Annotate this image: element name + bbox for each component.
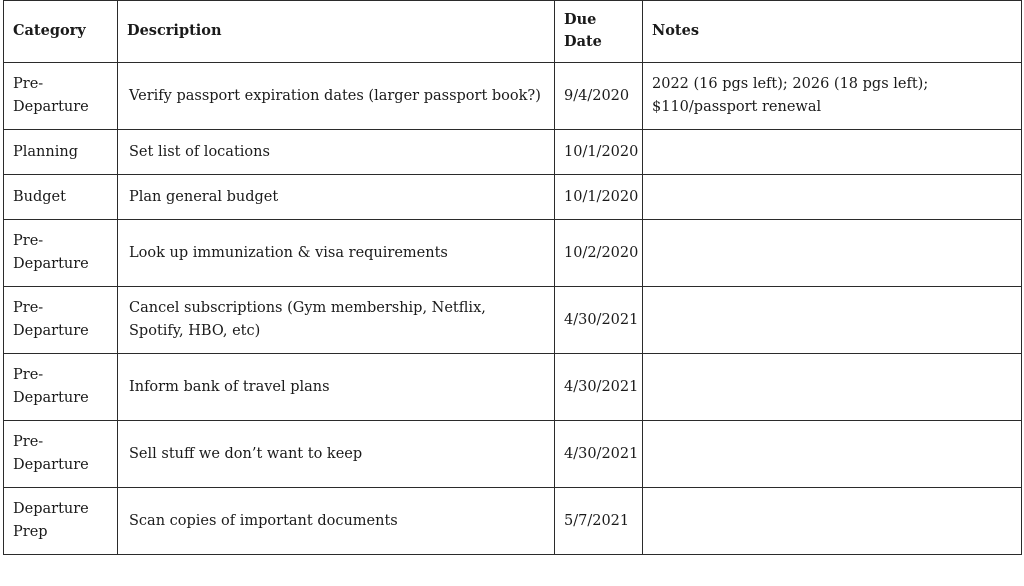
cell-category[interactable]: Pre-Departure bbox=[4, 286, 118, 353]
cell-notes[interactable] bbox=[643, 219, 1022, 286]
cell-category[interactable]: Pre-Departure bbox=[4, 420, 118, 487]
cell-category[interactable]: Pre-Departure bbox=[4, 62, 118, 129]
cell-due-date[interactable]: 10/1/2020 bbox=[555, 129, 643, 174]
cell-notes[interactable] bbox=[643, 286, 1022, 353]
cell-due-date[interactable]: 4/30/2021 bbox=[555, 286, 643, 353]
cell-category[interactable]: Budget bbox=[4, 174, 118, 219]
cell-notes[interactable] bbox=[643, 420, 1022, 487]
cell-due-date[interactable]: 5/7/2021 bbox=[555, 487, 643, 554]
cell-notes[interactable] bbox=[643, 487, 1022, 554]
cell-category[interactable]: Planning bbox=[4, 129, 118, 174]
table-row[interactable] bbox=[4, 174, 1022, 219]
cell-due-date[interactable]: 4/30/2021 bbox=[555, 353, 643, 420]
cell-notes[interactable] bbox=[643, 353, 1022, 420]
column-header-notes[interactable]: Notes bbox=[643, 1, 1022, 63]
cell-description[interactable]: Verify passport expiration dates (larger passport book?) bbox=[118, 62, 555, 129]
table-row[interactable] bbox=[4, 420, 1022, 487]
cell-notes[interactable] bbox=[643, 129, 1022, 174]
table-row[interactable] bbox=[4, 219, 1022, 286]
cell-category[interactable]: Departure Prep bbox=[4, 487, 118, 554]
table-row[interactable] bbox=[4, 286, 1022, 353]
cell-due-date[interactable]: 10/2/2020 bbox=[555, 219, 643, 286]
cell-due-date[interactable]: 10/1/2020 bbox=[555, 174, 643, 219]
cell-description[interactable]: Plan general budget bbox=[118, 174, 555, 219]
cell-notes[interactable] bbox=[643, 174, 1022, 219]
cell-category[interactable]: Pre-Departure bbox=[4, 353, 118, 420]
cell-due-date[interactable]: 4/30/2021 bbox=[555, 420, 643, 487]
cell-description[interactable]: Sell stuff we don’t want to keep bbox=[118, 420, 555, 487]
cell-description[interactable]: Set list of locations bbox=[118, 129, 555, 174]
column-header-category[interactable]: Category bbox=[4, 1, 118, 63]
cell-notes[interactable]: 2022 (16 pgs left); 2026 (18 pgs left); $110/passport renewal bbox=[643, 62, 1022, 129]
table-row[interactable] bbox=[4, 62, 1022, 129]
table-row[interactable] bbox=[4, 353, 1022, 420]
cell-description[interactable]: Look up immunization & visa requirements bbox=[118, 219, 555, 286]
table-header bbox=[4, 1, 1022, 63]
table-row[interactable] bbox=[4, 129, 1022, 174]
cell-due-date[interactable]: 9/4/2020 bbox=[555, 62, 643, 129]
column-header-due-date[interactable]: Due Date bbox=[555, 1, 643, 63]
column-header-description[interactable]: Description bbox=[118, 1, 555, 63]
cell-description[interactable]: Cancel subscriptions (Gym membership, Netflix, Spotify, HBO, etc) bbox=[118, 286, 555, 353]
table-row[interactable] bbox=[4, 487, 1022, 554]
table-header-row bbox=[4, 1, 1022, 63]
cell-description[interactable]: Scan copies of important documents bbox=[118, 487, 555, 554]
task-table bbox=[3, 0, 1022, 555]
cell-description[interactable]: Inform bank of travel plans bbox=[118, 353, 555, 420]
table-body bbox=[4, 62, 1022, 554]
cell-category[interactable]: Pre-Departure bbox=[4, 219, 118, 286]
